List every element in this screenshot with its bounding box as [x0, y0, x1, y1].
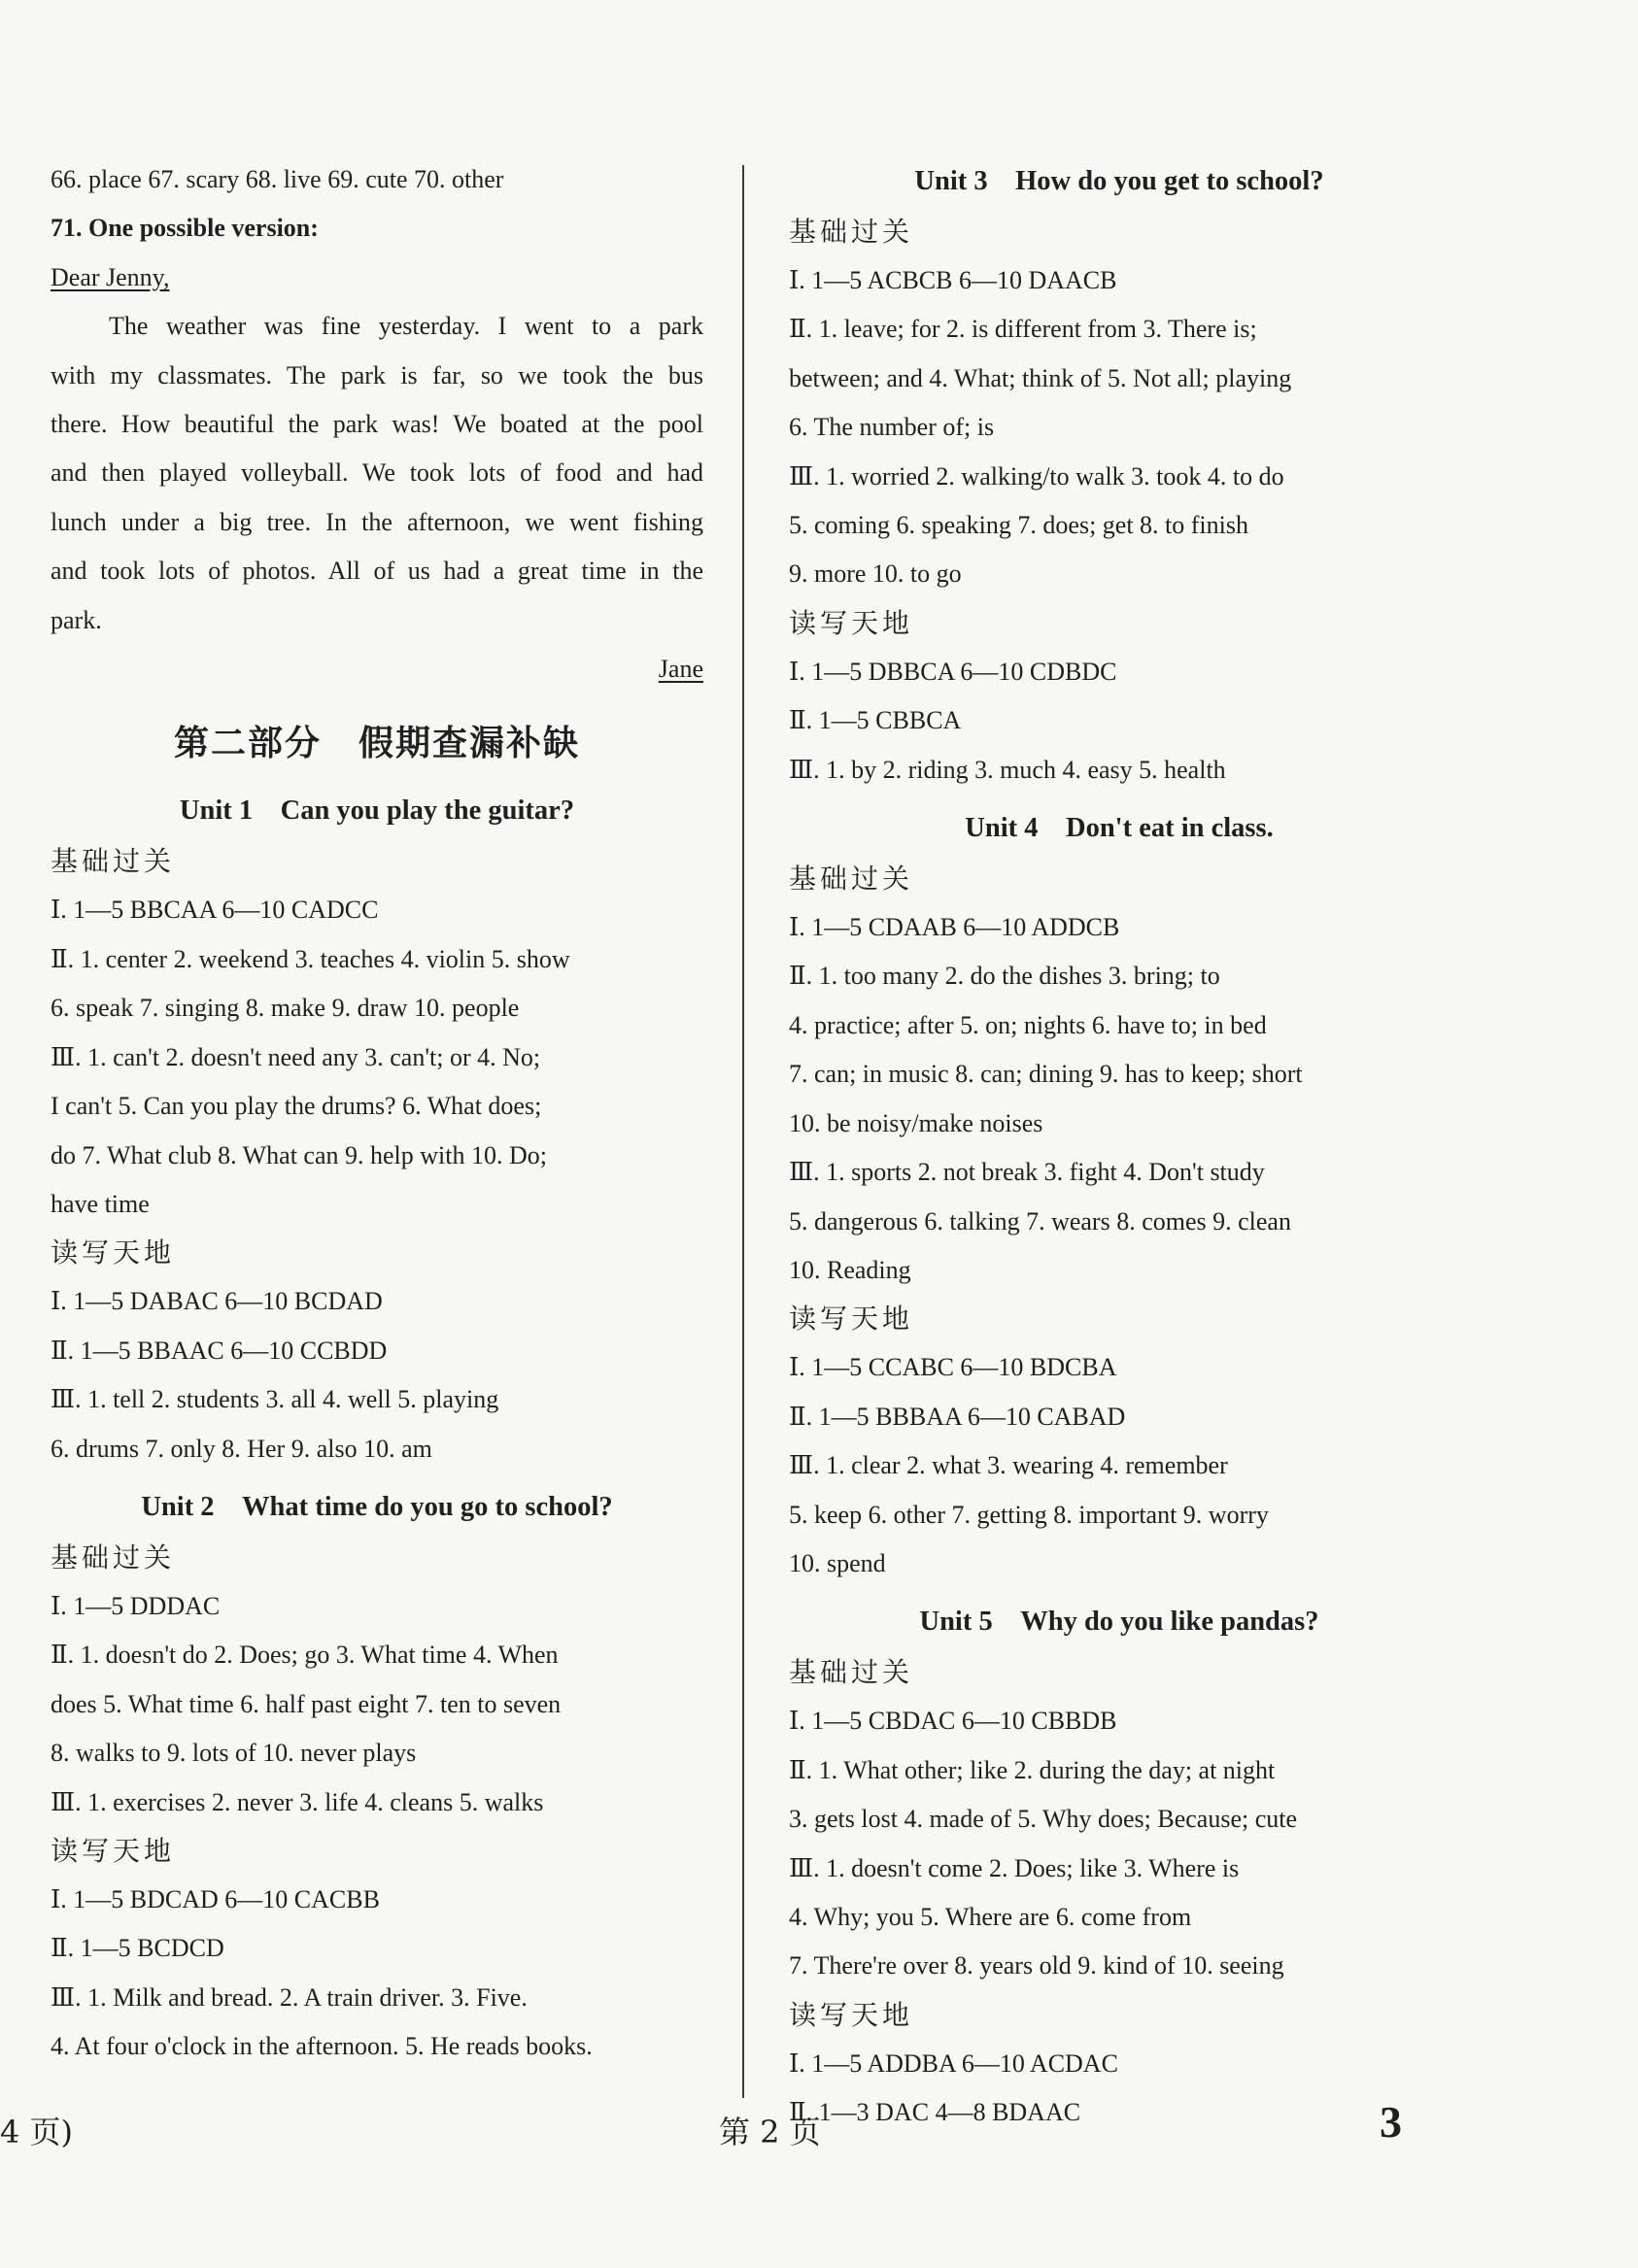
answer-line: Ⅱ. 1. What other; like 2. during the day; at night	[789, 1755, 1276, 1784]
unit-5-title: Unit 5 Why do you like pandas?	[919, 1607, 1319, 1638]
unit-2-title: Unit 2 What time do you go to school?	[141, 1491, 613, 1522]
answer-line: Ⅱ. 1. too many 2. do the dishes 3. bring; to	[789, 962, 1220, 991]
answer-line: Ⅱ. 1—5 BBAAC 6—10 CCBDD	[51, 1336, 388, 1365]
unit-4-title: Unit 4 Don't eat in class.	[965, 813, 1274, 844]
answer-line: 10. Reading	[789, 1255, 911, 1284]
section-heading-reading: 读写天地	[789, 1998, 914, 2031]
answer-line: Ⅰ. 1—5 DABAC 6—10 BCDAD	[51, 1287, 383, 1316]
answer-line: 8. walks to 9. lots of 10. never plays	[51, 1739, 417, 1768]
writing-heading: 71. One possible version:	[51, 214, 319, 243]
answer-line: Ⅰ. 1—5 ACBCB 6—10 DAACB	[789, 266, 1117, 294]
answer-line: 6. speak 7. singing 8. make 9. draw 10. people	[51, 994, 520, 1023]
essay-line: park.	[51, 605, 102, 634]
letter-greeting: Dear Jenny,	[51, 262, 170, 291]
answer-line: between; and 4. What; think of 5. Not all; playing	[789, 363, 1292, 392]
essay-line: and took lots of photos. All of us had a great time in the	[51, 557, 703, 586]
answer-line: 7. can; in music 8. can; dining 9. has to keep; short	[789, 1060, 1303, 1089]
essay-line: The weather was fine yesterday. I went to a park	[109, 312, 703, 341]
unit-1-title: Unit 1 Can you play the guitar?	[179, 795, 575, 827]
answer-line: Ⅱ. 1—5 BBBAA 6—10 CABAD	[789, 1402, 1126, 1431]
answer-line: Ⅲ. 1. tell 2. students 3. all 4. well 5. playing	[51, 1385, 499, 1414]
answer-line: 6. drums 7. only 8. Her 9. also 10. am	[51, 1434, 432, 1463]
answer-line: Ⅲ. 1. exercises 2. never 3. life 4. cleans 5. walks	[51, 1787, 544, 1816]
essay-line: and then played volleyball. We took lots of food and had	[51, 458, 703, 488]
answer-line: 4. practice; after 5. on; nights 6. have to; in bed	[789, 1010, 1267, 1039]
answer-line: Ⅰ. 1—5 ADDBA 6—10 ACDAC	[789, 2048, 1118, 2078]
part-title: 第二部分 假期查漏补缺	[173, 723, 580, 764]
essay-line: there. How beautiful the park was! We boated at the pool	[51, 410, 703, 439]
answer-line: 5. keep 6. other 7. getting 8. important 9. worry	[789, 1500, 1269, 1529]
right-column	[789, 155, 1450, 2138]
section-heading-reading: 读写天地	[51, 1236, 176, 1269]
answer-line: 4. Why; you 5. Where are 6. come from	[789, 1902, 1192, 1931]
answer-line: does 5. What time 6. half past eight 7. ten to seven	[51, 1689, 562, 1718]
answer-line: Ⅱ. 1—5 BCDCD	[51, 1934, 224, 1963]
answer-line: Ⅱ. 1. leave; for 2. is different from 3. There is;	[789, 315, 1257, 344]
answer-line: 66. place 67. scary 68. live 69. cute 70. other	[51, 165, 504, 193]
answer-line: Ⅰ. 1—5 CBDAC 6—10 CBBDB	[789, 1707, 1117, 1736]
section-heading-basic: 基础过关	[51, 1540, 176, 1574]
answer-line: Ⅰ. 1—5 BDCAD 6—10 CACBB	[51, 1884, 380, 1913]
answer-line: Ⅱ. 1. doesn't do 2. Does; go 3. What time 4. When	[51, 1641, 559, 1670]
answer-line: Ⅲ. 1. by 2. riding 3. much 4. easy 5. health	[789, 755, 1226, 784]
answer-line: 9. more 10. to go	[789, 559, 962, 589]
section-heading-reading: 读写天地	[789, 606, 914, 639]
answer-line: have time	[51, 1189, 150, 1218]
section-heading-basic: 基础过关	[789, 1656, 914, 1689]
answer-line: Ⅰ. 1—5 CDAAB 6—10 ADDCB	[789, 913, 1120, 942]
letter-signature	[51, 645, 703, 694]
answer-line: do 7. What club 8. What can 9. help with 10. Do;	[51, 1140, 547, 1169]
answer-line: 6. The number of; is	[789, 413, 995, 442]
section-heading-basic: 基础过关	[789, 216, 914, 248]
footer-page-fragment: 4 页)	[0, 2114, 74, 2150]
section-heading-reading: 读写天地	[789, 1303, 914, 1336]
answer-line: Ⅰ. 1—5 DDDAC	[51, 1591, 221, 1620]
answer-line: Ⅱ. 1—3 DAC 4—8 BDAAC	[789, 2098, 1081, 2127]
footer-page-label: 第 2 页	[719, 2114, 821, 2150]
answer-line: 5. coming 6. speaking 7. does; get 8. to finish	[789, 511, 1249, 540]
answer-line: Ⅲ. 1. doesn't come 2. Does; like 3. Where is	[789, 1853, 1240, 1882]
answer-line: 5. dangerous 6. talking 7. wears 8. comes 9. clean	[789, 1206, 1291, 1236]
section-heading-basic: 基础过关	[789, 863, 914, 896]
answer-line: Ⅱ. 1—5 CBBCA	[789, 706, 962, 735]
answer-line: 10. be noisy/make noises	[789, 1108, 1043, 1137]
essay-line: lunch under a big tree. In the afternoon, we went fishing	[51, 507, 703, 536]
answer-line: Ⅲ. 1. Milk and bread. 2. A train driver. 3. Five.	[51, 1982, 528, 2012]
answer-line: 3. gets lost 4. made of 5. Why does; Because; cute	[789, 1805, 1298, 1834]
section-heading-basic: 基础过关	[51, 845, 176, 878]
answer-line: 7. There're over 8. years old 9. kind of 10. seeing	[789, 1951, 1284, 1980]
answer-line: Ⅲ. 1. worried 2. walking/to walk 3. took 4. to do	[789, 461, 1284, 491]
answer-line: Ⅲ. 1. sports 2. not break 3. fight 4. Don't study	[789, 1158, 1265, 1187]
answer-line: Ⅲ. 1. clear 2. what 3. wearing 4. remember	[789, 1451, 1228, 1480]
signature-text: Jane	[658, 655, 703, 684]
answer-line: Ⅰ. 1—5 BBCAA 6—10 CADCC	[51, 896, 379, 925]
answer-line: I can't 5. Can you play the drums? 6. What does;	[51, 1092, 542, 1121]
essay-line: with my classmates. The park is far, so we took the bus	[51, 360, 703, 389]
answer-line: Ⅰ. 1—5 DBBCA 6—10 CDBDC	[789, 657, 1117, 686]
answer-line: 4. At four o'clock in the afternoon. 5. He reads books.	[51, 2032, 593, 2061]
unit-3-title: Unit 3 How do you get to school?	[914, 166, 1324, 196]
footer-page-number: 3	[1380, 2097, 1402, 2147]
section-heading-reading: 读写天地	[51, 1834, 176, 1867]
answer-line: 10. spend	[789, 1548, 886, 1577]
answer-line: Ⅰ. 1—5 CCABC 6—10 BDCBA	[789, 1353, 1117, 1382]
answer-line: Ⅱ. 1. center 2. weekend 3. teaches 4. violin 5. show	[51, 944, 570, 973]
left-column	[51, 155, 703, 2072]
column-divider	[742, 165, 744, 2098]
answer-line: Ⅲ. 1. can't 2. doesn't need any 3. can't; or 4. No;	[51, 1042, 541, 1071]
